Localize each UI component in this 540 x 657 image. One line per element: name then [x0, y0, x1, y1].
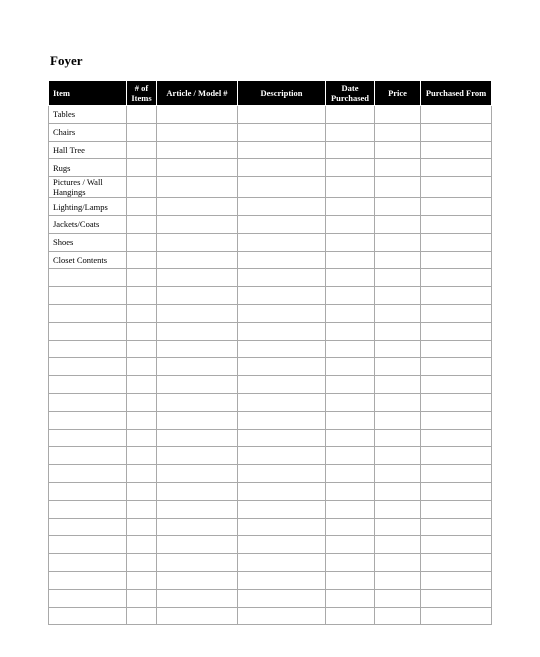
column-header-description: Description: [238, 81, 326, 106]
description-cell[interactable]: [238, 304, 326, 322]
article-model-cell[interactable]: [157, 571, 238, 589]
date-purchased-cell[interactable]: [326, 233, 375, 251]
count-cell[interactable]: [127, 123, 157, 141]
price-cell[interactable]: [375, 447, 421, 465]
count-cell[interactable]: [127, 177, 157, 198]
price-cell[interactable]: [375, 233, 421, 251]
date-purchased-cell[interactable]: [326, 304, 375, 322]
article-model-cell[interactable]: [157, 376, 238, 394]
count-cell[interactable]: [127, 287, 157, 305]
purchased-from-cell[interactable]: [421, 571, 492, 589]
count-cell[interactable]: [127, 215, 157, 233]
date-purchased-cell[interactable]: [326, 322, 375, 340]
table-row: [49, 554, 492, 572]
count-cell[interactable]: [127, 269, 157, 287]
article-model-cell[interactable]: [157, 358, 238, 376]
item-cell[interactable]: [49, 554, 127, 572]
description-cell[interactable]: [238, 287, 326, 305]
item-cell[interactable]: Chairs: [49, 123, 127, 141]
date-purchased-cell[interactable]: [326, 589, 375, 607]
column-header-item: Item: [49, 81, 127, 106]
purchased-from-cell[interactable]: [421, 589, 492, 607]
item-cell[interactable]: [49, 376, 127, 394]
date-purchased-cell[interactable]: [326, 123, 375, 141]
column-header-count: # of Items: [127, 81, 157, 106]
purchased-from-cell[interactable]: [421, 536, 492, 554]
date-purchased-cell[interactable]: [326, 141, 375, 159]
description-cell[interactable]: [238, 411, 326, 429]
table-row: [49, 340, 492, 358]
count-cell[interactable]: [127, 322, 157, 340]
purchased-from-cell[interactable]: [421, 358, 492, 376]
price-cell[interactable]: [375, 393, 421, 411]
article-model-cell[interactable]: [157, 429, 238, 447]
price-cell[interactable]: [375, 411, 421, 429]
date-purchased-cell[interactable]: [326, 287, 375, 305]
table-row: [49, 123, 492, 141]
table-row: [49, 518, 492, 536]
purchased-from-cell[interactable]: [421, 159, 492, 177]
count-cell[interactable]: [127, 465, 157, 483]
purchased-from-cell[interactable]: [421, 500, 492, 518]
table-row: [49, 536, 492, 554]
article-model-cell[interactable]: [157, 411, 238, 429]
count-cell[interactable]: [127, 159, 157, 177]
item-cell[interactable]: Jackets/Coats: [49, 215, 127, 233]
description-cell[interactable]: [238, 393, 326, 411]
count-cell[interactable]: [127, 554, 157, 572]
description-cell[interactable]: [238, 447, 326, 465]
purchased-from-cell[interactable]: [421, 141, 492, 159]
date-purchased-cell[interactable]: [326, 518, 375, 536]
table-row: [49, 393, 492, 411]
date-purchased-cell[interactable]: [326, 465, 375, 483]
price-cell[interactable]: [375, 304, 421, 322]
description-cell[interactable]: [238, 159, 326, 177]
item-cell[interactable]: [49, 465, 127, 483]
price-cell[interactable]: [375, 376, 421, 394]
purchased-from-cell[interactable]: [421, 304, 492, 322]
purchased-from-cell[interactable]: [421, 287, 492, 305]
purchased-from-cell[interactable]: [421, 411, 492, 429]
count-cell[interactable]: [127, 304, 157, 322]
article-model-cell[interactable]: [157, 482, 238, 500]
description-cell[interactable]: [238, 198, 326, 216]
date-purchased-cell[interactable]: [326, 177, 375, 198]
price-cell[interactable]: [375, 198, 421, 216]
table-row: [49, 198, 492, 216]
price-cell[interactable]: [375, 141, 421, 159]
table-row: [49, 447, 492, 465]
column-header-article-model: Article / Model #: [157, 81, 238, 106]
table-row: [49, 465, 492, 483]
purchased-from-cell[interactable]: [421, 215, 492, 233]
table-row: [49, 106, 492, 124]
item-cell[interactable]: [49, 340, 127, 358]
description-cell[interactable]: [238, 269, 326, 287]
date-purchased-cell[interactable]: [326, 571, 375, 589]
table-row: [49, 269, 492, 287]
count-cell[interactable]: [127, 358, 157, 376]
date-purchased-cell[interactable]: [326, 215, 375, 233]
purchased-from-cell[interactable]: [421, 322, 492, 340]
count-cell[interactable]: [127, 536, 157, 554]
price-cell[interactable]: [375, 215, 421, 233]
article-model-cell[interactable]: [157, 554, 238, 572]
item-cell[interactable]: [49, 358, 127, 376]
table-row: [49, 571, 492, 589]
price-cell[interactable]: [375, 106, 421, 124]
article-model-cell[interactable]: [157, 536, 238, 554]
price-cell[interactable]: [375, 123, 421, 141]
date-purchased-cell[interactable]: [326, 447, 375, 465]
table-body: [49, 106, 492, 625]
purchased-from-cell[interactable]: [421, 106, 492, 124]
date-purchased-cell[interactable]: [326, 554, 375, 572]
description-cell[interactable]: [238, 429, 326, 447]
date-purchased-cell[interactable]: [326, 106, 375, 124]
price-cell[interactable]: [375, 500, 421, 518]
table-row: [49, 322, 492, 340]
article-model-cell[interactable]: [157, 589, 238, 607]
price-cell[interactable]: [375, 482, 421, 500]
count-cell[interactable]: [127, 106, 157, 124]
item-cell[interactable]: Hall Tree: [49, 141, 127, 159]
price-cell[interactable]: [375, 322, 421, 340]
price-cell[interactable]: [375, 607, 421, 625]
purchased-from-cell[interactable]: [421, 340, 492, 358]
item-cell[interactable]: [49, 482, 127, 500]
count-cell[interactable]: [127, 233, 157, 251]
price-cell[interactable]: [375, 340, 421, 358]
price-cell[interactable]: [375, 518, 421, 536]
description-cell[interactable]: [238, 251, 326, 269]
purchased-from-cell[interactable]: [421, 123, 492, 141]
article-model-cell[interactable]: [157, 465, 238, 483]
description-cell[interactable]: [238, 233, 326, 251]
item-cell[interactable]: [49, 500, 127, 518]
item-cell[interactable]: Shoes: [49, 233, 127, 251]
description-cell[interactable]: [238, 536, 326, 554]
count-cell[interactable]: [127, 447, 157, 465]
table-row: [49, 482, 492, 500]
purchased-from-cell[interactable]: [421, 554, 492, 572]
count-cell[interactable]: [127, 429, 157, 447]
price-cell[interactable]: [375, 571, 421, 589]
description-cell[interactable]: [238, 322, 326, 340]
table-row: [49, 411, 492, 429]
article-model-cell[interactable]: [157, 322, 238, 340]
item-cell[interactable]: Lighting/Lamps: [49, 198, 127, 216]
price-cell[interactable]: [375, 358, 421, 376]
description-cell[interactable]: [238, 141, 326, 159]
item-cell[interactable]: [49, 571, 127, 589]
count-cell[interactable]: [127, 411, 157, 429]
count-cell[interactable]: [127, 141, 157, 159]
date-purchased-cell[interactable]: [326, 198, 375, 216]
date-purchased-cell[interactable]: [326, 269, 375, 287]
price-cell[interactable]: [375, 269, 421, 287]
date-purchased-cell[interactable]: [326, 376, 375, 394]
price-cell[interactable]: [375, 465, 421, 483]
date-purchased-cell[interactable]: [326, 340, 375, 358]
date-purchased-cell[interactable]: [326, 482, 375, 500]
count-cell[interactable]: [127, 198, 157, 216]
table-row: [49, 141, 492, 159]
purchased-from-cell[interactable]: [421, 233, 492, 251]
table-row: [49, 500, 492, 518]
inventory-table: [48, 80, 492, 625]
article-model-cell[interactable]: [157, 198, 238, 216]
price-cell[interactable]: [375, 287, 421, 305]
article-model-cell[interactable]: [157, 518, 238, 536]
description-cell[interactable]: [238, 106, 326, 124]
table-row: [49, 376, 492, 394]
count-cell[interactable]: [127, 251, 157, 269]
article-model-cell[interactable]: [157, 304, 238, 322]
purchased-from-cell[interactable]: [421, 393, 492, 411]
price-cell[interactable]: [375, 251, 421, 269]
date-purchased-cell[interactable]: [326, 251, 375, 269]
date-purchased-cell[interactable]: [326, 358, 375, 376]
article-model-cell[interactable]: [157, 607, 238, 625]
column-header-date-purchased: Date Purchased: [326, 81, 375, 106]
table-row: [49, 177, 492, 198]
price-cell[interactable]: [375, 159, 421, 177]
description-cell[interactable]: [238, 123, 326, 141]
article-model-cell[interactable]: [157, 340, 238, 358]
description-cell[interactable]: [238, 177, 326, 198]
purchased-from-cell[interactable]: [421, 177, 492, 198]
item-cell[interactable]: [49, 429, 127, 447]
description-cell[interactable]: [238, 518, 326, 536]
item-cell[interactable]: Rugs: [49, 159, 127, 177]
table-row: [49, 215, 492, 233]
item-cell[interactable]: [49, 589, 127, 607]
description-cell[interactable]: [238, 607, 326, 625]
purchased-from-cell[interactable]: [421, 198, 492, 216]
description-cell[interactable]: [238, 376, 326, 394]
date-purchased-cell[interactable]: [326, 536, 375, 554]
count-cell[interactable]: [127, 607, 157, 625]
table-row: [49, 429, 492, 447]
item-cell[interactable]: [49, 607, 127, 625]
table-row: [49, 607, 492, 625]
table-row: [49, 304, 492, 322]
item-cell[interactable]: Closet Contents: [49, 251, 127, 269]
table-row: [49, 159, 492, 177]
table-row: [49, 233, 492, 251]
count-cell[interactable]: [127, 482, 157, 500]
article-model-cell[interactable]: [157, 393, 238, 411]
article-model-cell[interactable]: [157, 500, 238, 518]
purchased-from-cell[interactable]: [421, 482, 492, 500]
description-cell[interactable]: [238, 340, 326, 358]
count-cell[interactable]: [127, 500, 157, 518]
article-model-cell[interactable]: [157, 251, 238, 269]
date-purchased-cell[interactable]: [326, 393, 375, 411]
purchased-from-cell[interactable]: [421, 465, 492, 483]
date-purchased-cell[interactable]: [326, 159, 375, 177]
price-cell[interactable]: [375, 177, 421, 198]
purchased-from-cell[interactable]: [421, 269, 492, 287]
count-cell[interactable]: [127, 340, 157, 358]
count-cell[interactable]: [127, 571, 157, 589]
column-header-price: Price: [375, 81, 421, 106]
description-cell[interactable]: [238, 571, 326, 589]
table-row: [49, 287, 492, 305]
item-cell[interactable]: [49, 393, 127, 411]
price-cell[interactable]: [375, 536, 421, 554]
count-cell[interactable]: [127, 393, 157, 411]
date-purchased-cell[interactable]: [326, 500, 375, 518]
article-model-cell[interactable]: [157, 123, 238, 141]
table-header-row: [49, 81, 492, 106]
description-cell[interactable]: [238, 500, 326, 518]
article-model-cell[interactable]: [157, 177, 238, 198]
page-title: Foyer: [50, 53, 83, 68]
description-cell[interactable]: [238, 215, 326, 233]
item-cell[interactable]: [49, 411, 127, 429]
item-cell[interactable]: [49, 269, 127, 287]
item-cell[interactable]: [49, 287, 127, 305]
price-cell[interactable]: [375, 429, 421, 447]
description-cell[interactable]: [238, 589, 326, 607]
table-row: [49, 358, 492, 376]
description-cell[interactable]: [238, 554, 326, 572]
date-purchased-cell[interactable]: [326, 607, 375, 625]
article-model-cell[interactable]: [157, 233, 238, 251]
table-row: [49, 251, 492, 269]
date-purchased-cell[interactable]: [326, 429, 375, 447]
table-row: [49, 589, 492, 607]
article-model-cell[interactable]: [157, 269, 238, 287]
purchased-from-cell[interactable]: [421, 429, 492, 447]
article-model-cell[interactable]: [157, 159, 238, 177]
item-cell[interactable]: [49, 447, 127, 465]
article-model-cell[interactable]: [157, 141, 238, 159]
purchased-from-cell[interactable]: [421, 518, 492, 536]
count-cell[interactable]: [127, 518, 157, 536]
item-cell[interactable]: [49, 322, 127, 340]
description-cell[interactable]: [238, 358, 326, 376]
article-model-cell[interactable]: [157, 287, 238, 305]
price-cell[interactable]: [375, 589, 421, 607]
count-cell[interactable]: [127, 589, 157, 607]
purchased-from-cell[interactable]: [421, 607, 492, 625]
item-cell[interactable]: [49, 304, 127, 322]
item-cell[interactable]: [49, 518, 127, 536]
item-cell[interactable]: [49, 536, 127, 554]
article-model-cell[interactable]: [157, 106, 238, 124]
item-cell[interactable]: Pictures / Wall Hangings: [49, 177, 127, 198]
item-cell[interactable]: Tables: [49, 106, 127, 124]
description-cell[interactable]: [238, 482, 326, 500]
purchased-from-cell[interactable]: [421, 376, 492, 394]
column-header-purchased-from: Purchased From: [421, 81, 492, 106]
date-purchased-cell[interactable]: [326, 411, 375, 429]
article-model-cell[interactable]: [157, 447, 238, 465]
purchased-from-cell[interactable]: [421, 447, 492, 465]
description-cell[interactable]: [238, 465, 326, 483]
article-model-cell[interactable]: [157, 215, 238, 233]
purchased-from-cell[interactable]: [421, 251, 492, 269]
count-cell[interactable]: [127, 376, 157, 394]
price-cell[interactable]: [375, 554, 421, 572]
